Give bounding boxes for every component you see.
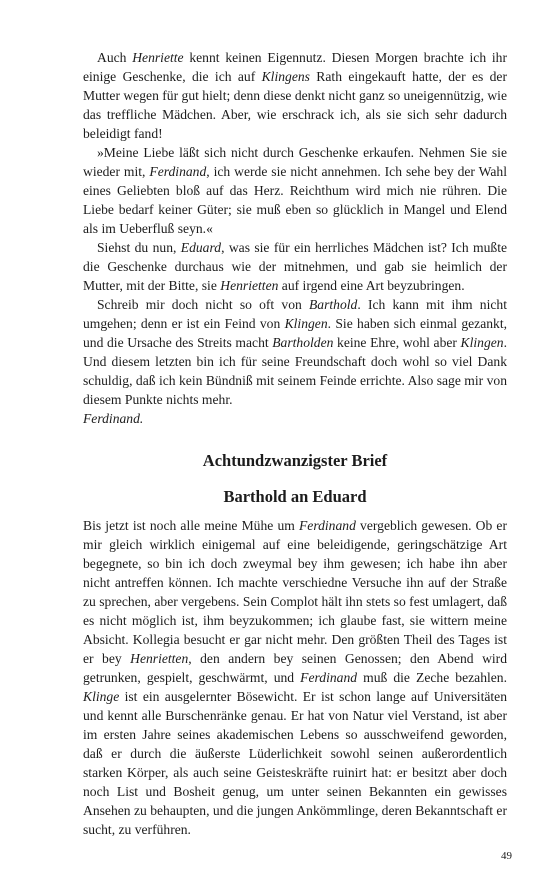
italic-name: Ferdinand	[149, 164, 207, 179]
paragraph: Auch Henriette kennt keinen Eigennutz. Diesen Morgen brachte ich ihr einige Geschenke, die ich auf Klingens Rath eingekauft hatte, der es der Mutter wegen für gut hielt; denn diese denkt nicht ganz so uneigennützig, wie das treffliche Mädchen. Aber, wie erschrack ich, als sie sich sehr dadurch beleidigt fand!	[83, 50, 507, 141]
italic-name: Bartholden	[272, 335, 334, 350]
page-number: 49	[501, 850, 512, 862]
italic-name: Barthold	[309, 297, 358, 312]
italic-name: Henriette	[132, 50, 184, 65]
paragraph: »Meine Liebe läßt sich nicht durch Geschenke erkaufen. Nehmen Sie sie wieder mit, Ferdinand, ich werde sie nicht annehmen. Ich sehe bey der Wahl eines Geliebten bloß auf das Herz. Reichthum wird mich nie rühren. Die Liebe bedarf keiner Güter; sie muß eben so glücklich in Mangel und Elend als im Ueberfluß seyn.«	[83, 145, 507, 236]
italic-name: Ferdinand	[298, 518, 356, 533]
italic-name: Ferdinand	[300, 670, 358, 685]
paragraph: Siehst du nun, Eduard, was sie für ein herrliches Mädchen ist? Ich mußte die Geschenke durchaus wie der mitnehmen, und gab sie heimlich der Mutter, mit der Bitte, sie Henrietten auf irgend eine Art beyzubringen.	[83, 240, 507, 293]
paragraph: Schreib mir doch nicht so oft von Barthold. Ich kann mit ihm nicht umgehen; denn er ist ein Feind von Klingen. Sie haben sich einmal gezankt, und die Ursache des Streits macht Bartholden keine Ehre, wohl aber Klingen. Und diesem letzten bin ich für seine Freundschaft doch wohl so viel Dank schuldig, daß ich kein Bündniß mit seinem Feinde errichte. Also sage mir von diesem Punkte nichts mehr.	[83, 297, 507, 407]
italic-name: Eduard	[180, 240, 222, 255]
italic-name: Klingens	[261, 69, 310, 84]
italic-name: Klingen	[460, 335, 504, 350]
letter-heading: Achtundzwanzigster Brief	[202, 451, 388, 470]
italic-name: Henrietten	[220, 278, 279, 293]
page-body	[83, 48, 507, 839]
italic-name: Klingen	[284, 316, 328, 331]
paragraph: Bis jetzt ist noch alle meine Mühe um Ferdinand vergeblich gewesen. Ob er mir gleich wirklich einigemal auf eine beleidigende, geringschätzige Art begegnete, so bin ich doch zweymal bey ihm gewesen; ich habe ihn aber nicht antreffen können. Ich machte verschiedne Versuche ihn auf der Straße zu sprechen, aber vergebens. Sein Complot hält ihn stets so fest umlagert, daß es nicht möglich ist, ihm beyzukommen; ich glaube fast, sie wittern meine Absicht. Kollegia besucht er gar nicht mehr. Den größten Theil des Tages ist er bey Henrietten, den andern bey seinen Genossen; den Abend wird getrunken, gespielt, geschwärmt, und Ferdinand muß die Zeche bezahlen. Klinge ist ein ausgelernter Bösewicht. Er ist schon lange auf Universitäten und kennt alle Burschenränke genau. Er hat von Natur viel Verstand, ist aber im ersten Jahre seines akademischen Lebens so ausschweifend geworden, daß er durch die äußerste Lüderlichkeit sowohl seinen außerordentlich starken Körper, als auch seine Geisteskräfte ruinirt hat: er besitzt aber doch noch List und Bosheit genug, um unter seinen Bekannten ein gewisses Ansehen zu behaupten, und die jungen Ankömmlinge, deren Bekanntschaft er sucht, zu verführen.	[83, 518, 507, 837]
italic-name: Henrietten	[130, 651, 189, 666]
italic-name: Klinge	[83, 689, 120, 704]
letter-signature: Ferdinand.	[83, 411, 144, 426]
letter-subheading: Barthold an Eduard	[223, 487, 367, 506]
